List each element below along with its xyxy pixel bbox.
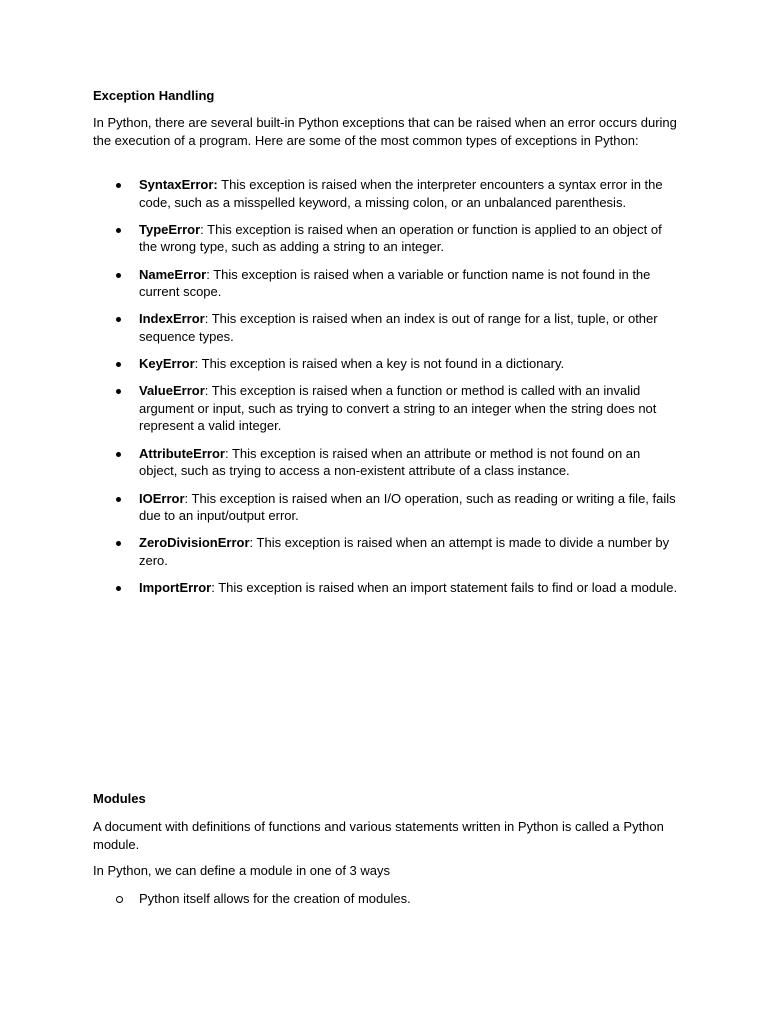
modules-paragraph-2: In Python, we can define a module in one of 3 ways <box>93 863 391 878</box>
exception-description: This exception is raised when the interpreter encounters a syntax error in the code, such as a misspelled keyword, a missing colon, or an unbalanced parenthesis. <box>139 177 663 210</box>
bullet-icon <box>116 452 121 457</box>
exception-description: : This exception is raised when an operation or function is applied to an object of the wrong type, such as adding a string to an integer. <box>139 221 662 255</box>
exception-description: : This exception is raised when a variable or function name is not found in the current scope. <box>139 266 651 300</box>
list-item-valueerror <box>93 382 678 435</box>
exception-name: AttributeError <box>139 445 225 461</box>
module-ways-list <box>93 890 678 908</box>
list-item <box>93 890 678 908</box>
bullet-icon <box>116 389 121 394</box>
bullet-icon <box>116 362 121 367</box>
list-item-typeerror <box>93 221 678 256</box>
exception-description: : This exception is raised when an import statement fails to find or load a module. <box>211 580 678 596</box>
list-item-nameerror <box>93 266 678 301</box>
exception-name: NameError <box>139 266 207 282</box>
bullet-icon <box>116 317 121 322</box>
exception-description: : This exception is raised when an attempt is made to divide a number by zero. <box>139 535 670 568</box>
list-item-syntaxerror <box>93 176 678 211</box>
list-item-indexerror <box>93 310 678 345</box>
exception-name: SyntaxError: <box>139 177 218 192</box>
exception-name: ValueError <box>139 383 205 399</box>
exception-name: TypeError <box>139 221 201 237</box>
bullet-icon <box>116 541 121 546</box>
list-item-text: Python itself allows for the creation of modules. <box>139 891 411 906</box>
modules-heading: Modules <box>93 791 146 806</box>
bullet-icon <box>116 183 121 188</box>
list-item-attributeerror <box>93 445 678 480</box>
bullet-icon <box>116 273 121 278</box>
bullet-icon <box>116 586 121 591</box>
list-item-zerodivisionerror <box>93 534 678 569</box>
bullet-icon <box>116 497 121 502</box>
exception-description: : This exception is raised when a function or method is called with an invalid argument or input, such as trying to convert a string to an integer when the string does not represent a valid integer. <box>139 383 657 434</box>
exception-intro-paragraph: In Python, there are several built-in Python exceptions that can be raised when an error occurs during the execution of a program. Here are some of the most common types of exceptions in Python: <box>93 115 677 148</box>
list-item-importerror <box>93 579 678 597</box>
exception-name: IndexError <box>139 311 205 327</box>
exception-name: IOError <box>139 490 185 506</box>
exception-description: : This exception is raised when an attribute or method is not found on an object, such as trying to access a non-existent attribute of a class instance. <box>139 445 641 479</box>
exception-name: KeyError <box>139 356 195 372</box>
list-item-ioerror <box>93 490 678 525</box>
circle-bullet-icon <box>116 896 123 903</box>
exception-name: ImportError <box>139 580 212 596</box>
exception-name: ZeroDivisionError <box>139 535 250 551</box>
exception-description: : This exception is raised when an I/O operation, such as reading or writing a file, fails due to an input/output error. <box>139 490 676 524</box>
modules-paragraph-1: A document with definitions of functions and various statements written in Python is called a Python module. <box>93 819 664 852</box>
exception-list <box>93 176 678 606</box>
exception-description: : This exception is raised when an index is out of range for a list, tuple, or other sequence types. <box>139 311 658 344</box>
bullet-icon <box>116 228 121 233</box>
exception-description: : This exception is raised when a key is not found in a dictionary. <box>194 356 565 372</box>
exception-handling-heading: Exception Handling <box>93 88 215 103</box>
list-item-keyerror <box>93 355 678 373</box>
